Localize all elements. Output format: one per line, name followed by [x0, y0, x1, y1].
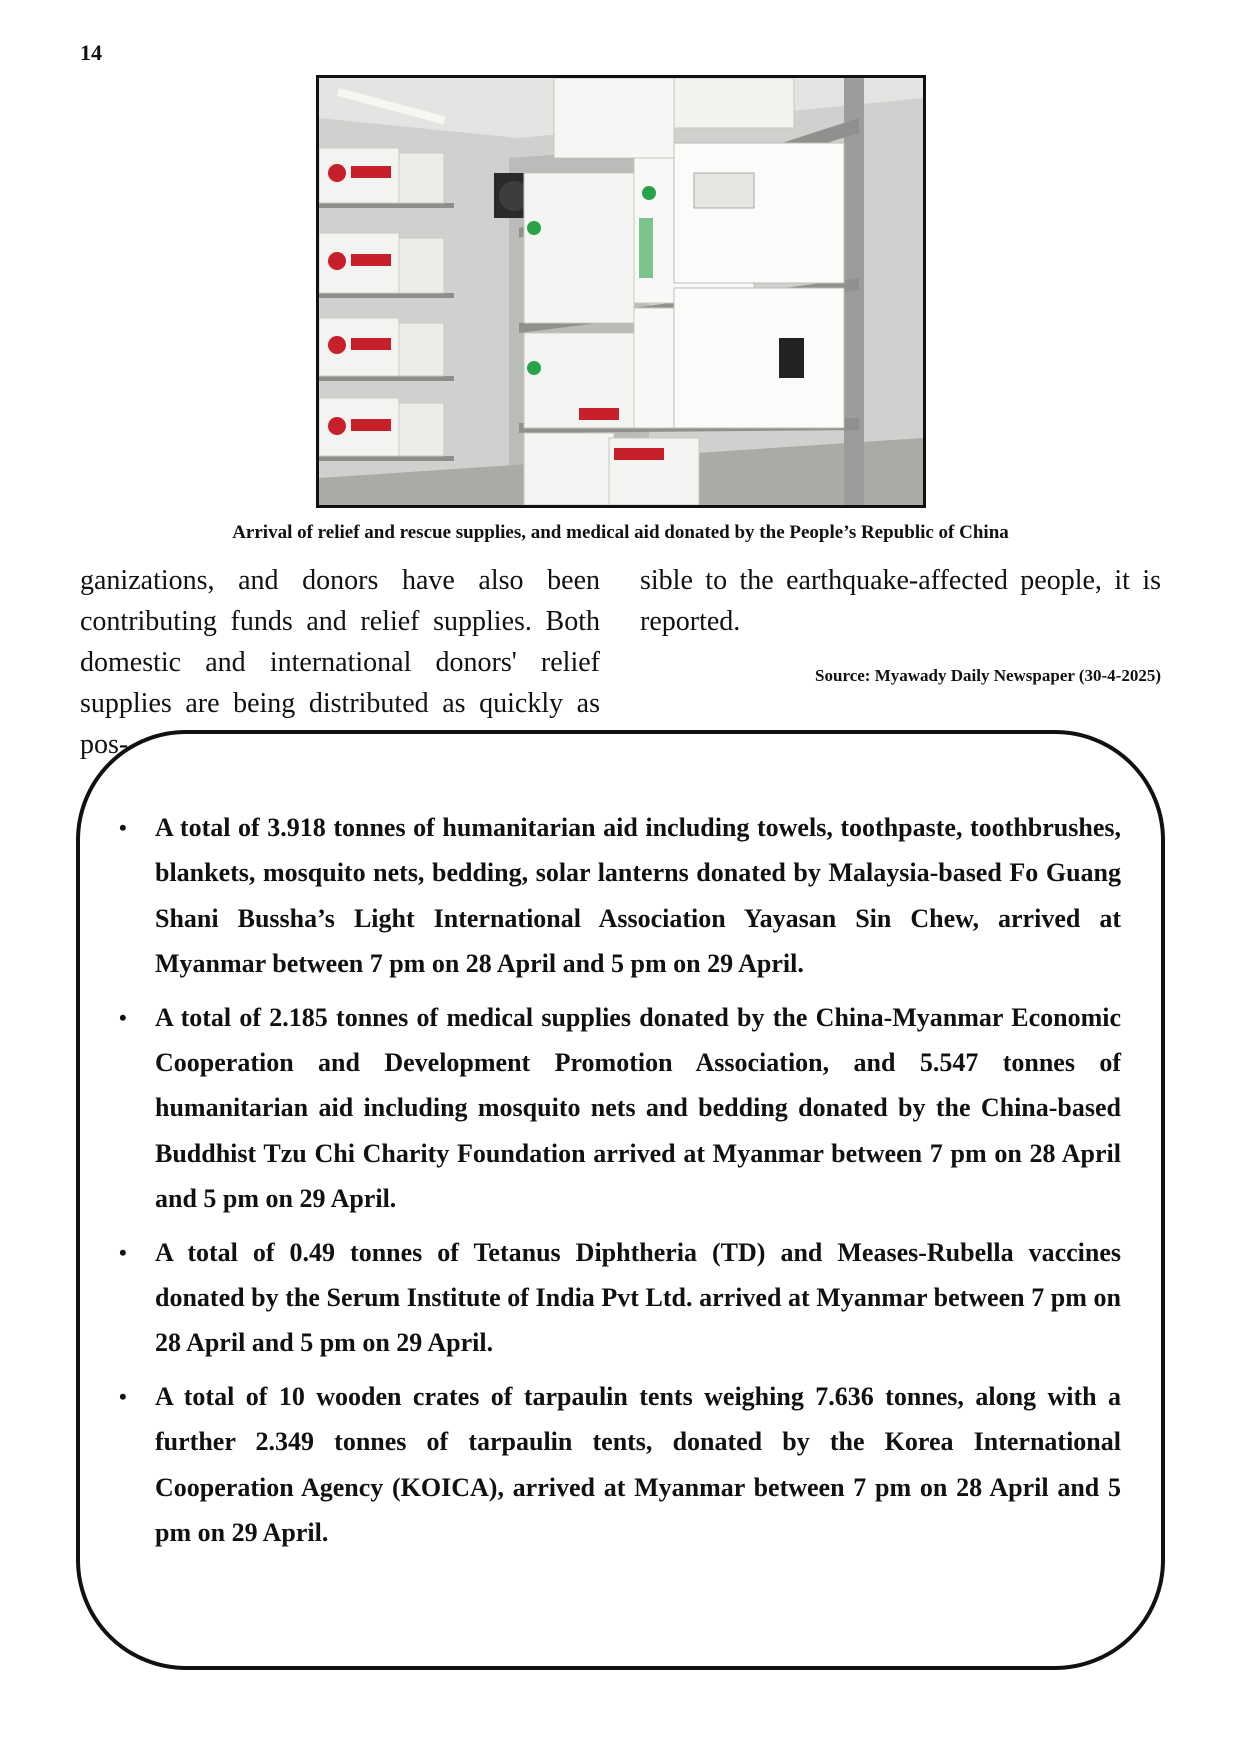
- list-item-text: A total of 10 wooden crates of tarpaulin tents weighing 7.636 tonnes, along with a further 2.349 tonnes of tarpaulin tents, donated by the Korea International Cooperation Agency (KOICA), arrived at Myanmar between 7 pm on 28 April and 5 pm on 29 April.: [155, 1381, 1121, 1548]
- list-item-text: A total of 2.185 tonnes of medical supplies donated by the China-Myanmar Economic Cooperation and Development Promotion Association, and 5.547 tonnes of humanitarian aid including mosquito nets and bedding donated by the China-based Buddhist Tzu Chi Charity Foundation arrived at Myanmar between 7 pm on 28 April and 5 pm on 29 April.: [155, 1002, 1121, 1214]
- article-paragraph-left: ganizations, and donors have also been contributing funds and relief supplies. Both domestic and international donors' relief supplies are being distributed as quickly as pos-: [80, 565, 600, 760]
- relief-supplies-photo: [316, 75, 926, 508]
- bullet-icon: •: [119, 1383, 127, 1409]
- list-item-text: A total of 0.49 tonnes of Tetanus Diphtheria (TD) and Meases-Rubella vaccines donated by the Serum Institute of India Pvt Ltd. arrived at Myanmar between 7 pm on 28 April and 5 pm on 29 April.: [155, 1237, 1121, 1358]
- aid-notice-list: [119, 805, 1121, 1564]
- article-right-column: [640, 560, 1161, 642]
- warehouse-illustration: [319, 78, 923, 505]
- bullet-icon: •: [119, 815, 127, 840]
- bullet-icon: •: [119, 1239, 127, 1265]
- list-item: [119, 805, 1121, 987]
- list-item-text: A total of 3.918 tonnes of humanitarian aid including towels, toothpaste, toothbrushes, blankets, mosquito nets, bedding, solar lanterns donated by Malaysia-based Fo Guang Shani Bussha’s Light International Association Yayasan Sin Chew, arrived at Myanmar between 7 pm on 28 April and 5 pm on 29 April.: [155, 813, 1121, 979]
- list-item: [119, 1230, 1121, 1366]
- list-item: [119, 995, 1121, 1222]
- article-paragraph-right: sible to the earthquake-affected people, it is reported.: [640, 565, 1161, 637]
- article-source: Source: Myawady Daily Newspaper (30-4-2025): [815, 666, 1161, 685]
- bullet-icon: •: [119, 1004, 127, 1030]
- photo-caption: Arrival of relief and rescue supplies, and medical aid donated by the People’s Republic of China: [232, 522, 1009, 543]
- list-item: [119, 1374, 1121, 1556]
- page-number: 14: [80, 40, 102, 65]
